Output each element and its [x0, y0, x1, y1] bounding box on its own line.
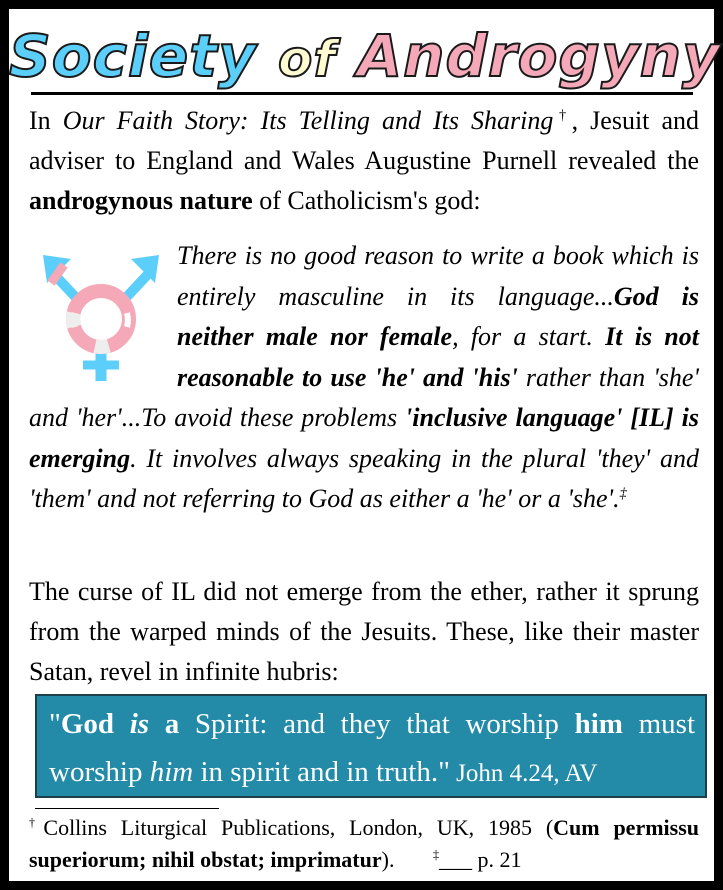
verse-bold-god: God — [60, 708, 130, 740]
footnote-citation: Collins Liturgical Publications, London, UK, 1985 ( — [43, 815, 554, 840]
page-title — [9, 21, 721, 94]
quote-bold-3: 'inclusive language' [IL] is emerging — [29, 403, 699, 473]
footnote-divider — [35, 808, 219, 809]
quote-text-1: There is no good reason to write a book which is entirely masculine in its language... — [177, 241, 699, 311]
footnote-double-dagger-mark: ‡ — [432, 847, 439, 862]
intro-paragraph — [29, 101, 699, 221]
double-dagger-footnote-mark: ‡ — [619, 485, 627, 502]
intro-emphasis: androgynous nature — [29, 186, 253, 215]
quote-bold-2: It is not reasonable to use 'he' and 'his' — [177, 322, 699, 392]
intro-text-start: In — [29, 106, 63, 135]
footnote-imprimatur: Cum permissu superiorum; nihil obstat; imprimatur — [29, 815, 700, 872]
footnotes — [29, 812, 699, 876]
title-word-of: of — [277, 30, 337, 88]
verse-bold-him: him — [574, 708, 623, 740]
commentary-paragraph: The curse of IL did not emerge from the ether, rather it sprung from the warped minds of the Jesuits. These, like their master Satan, revel in infinite hubris: — [29, 577, 699, 686]
quote-bold-1: God is neither male nor female — [177, 281, 699, 351]
verse-text-3: in spirit and in truth." — [193, 756, 450, 788]
title-word-society: Society — [9, 22, 257, 90]
transgender-symbol-icon — [37, 249, 165, 385]
title-word-androgyny: Androgyny — [357, 22, 721, 90]
verse-bold-a: a — [149, 708, 180, 740]
verse-open-quote: " — [49, 708, 61, 740]
title-underline — [31, 92, 693, 95]
intro-text-end: of Catholicism's god: — [252, 186, 481, 215]
verse-italic-him: him — [149, 756, 194, 788]
intro-text-middle: , Jesuit and adviser to England and Wales Augustine Purnell revealed the — [29, 106, 699, 175]
verse-text-1: Spirit: and they that worship — [179, 708, 575, 740]
footnote-citation-end: ). — [381, 847, 395, 872]
quote-text-2: , for a start. — [452, 322, 606, 351]
verse-bold-italic-is: is — [129, 708, 150, 740]
footnote-page-ref: ___ p. 21 — [439, 847, 522, 872]
dagger-footnote-mark: † — [553, 107, 572, 124]
book-title: Our Faith Story: Its Telling and Its Sharing — [62, 106, 554, 135]
quote-text-4: . It involves always speaking in the plural 'they' and 'them' and not referring to God as either a 'he' or a 'she'. — [29, 443, 699, 513]
footnote-dagger-mark: † — [29, 815, 44, 830]
bible-verse-box — [35, 694, 707, 798]
quote-text-3: rather than 'she' and 'her'...To avoid these problems — [29, 362, 699, 432]
verse-text-2: must worship — [49, 708, 696, 788]
verse-reference: John 4.24, AV — [449, 760, 598, 787]
